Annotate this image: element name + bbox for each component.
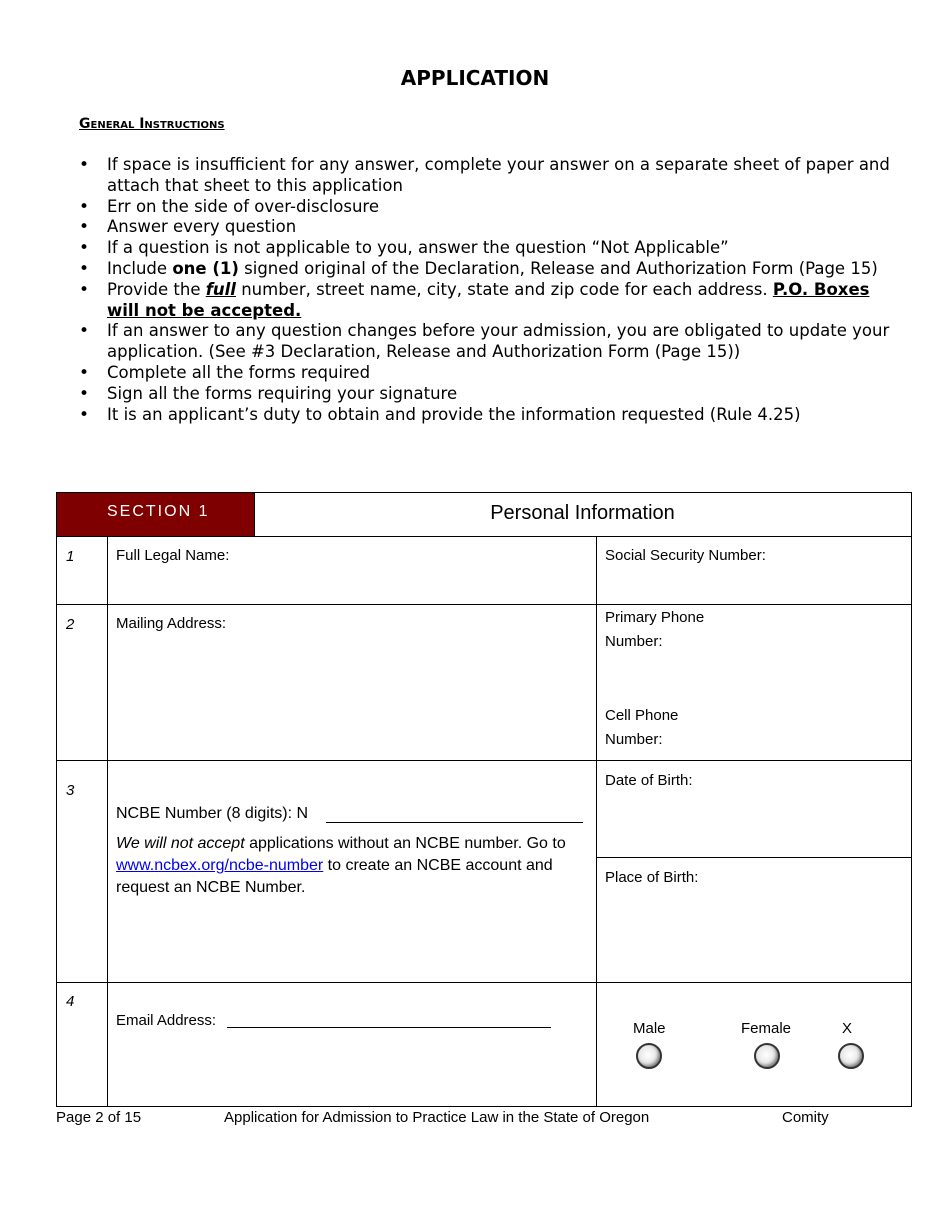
footer-page-number: Page 2 of 15 <box>56 1109 142 1126</box>
instruction-text: If an answer to any question changes before your admission, you are obligated to update your application. (See #3 Declaration, Release and Authorization Form (Page 15)) <box>107 321 890 362</box>
instruction-item <box>79 259 899 280</box>
gender-option-label: Female <box>741 1020 792 1037</box>
ncbe-note-text: to create an NCBE account and request an NCBE Number. <box>116 857 553 896</box>
page-title: APPLICATION <box>400 66 550 90</box>
instruction-text: Sign all the forms requiring your signature <box>107 383 458 403</box>
row-divider <box>56 536 912 537</box>
instruction-text: Answer every question <box>107 217 297 237</box>
instruction-emphasis: one (1) <box>172 258 239 278</box>
instruction-text: Include <box>107 258 173 278</box>
instruction-item <box>79 217 899 238</box>
row-number: 3 <box>66 782 75 799</box>
header-divider <box>254 493 255 536</box>
gender-female-radio[interactable] <box>754 1043 780 1069</box>
instruction-text: Complete all the forms required <box>107 362 371 382</box>
gender-option-label: Male <box>633 1020 666 1037</box>
instructions-list <box>79 155 899 425</box>
instruction-text: Err on the side of over-disclosure <box>107 196 379 216</box>
primary-phone-label: Primary Phone Number: <box>605 609 705 650</box>
row-divider <box>56 982 912 983</box>
instruction-text: signed original of the Declaration, Release and Authorization Form (Page 15) <box>238 258 878 278</box>
row-divider <box>56 604 912 605</box>
footer-title: Application for Admission to Practice Law in the State of Oregon <box>224 1109 650 1126</box>
instruction-warning: P.O. Boxes will not be accepted. <box>107 279 870 320</box>
ncbe-note-emphasis: We will not accept <box>116 835 245 852</box>
section-title: Personal Information <box>490 502 675 524</box>
instruction-item <box>79 363 899 384</box>
gender-x-radio[interactable] <box>838 1043 864 1069</box>
instruction-text: Provide the <box>107 279 206 299</box>
instruction-item <box>79 238 899 259</box>
instruction-item <box>79 155 899 197</box>
row-number: 2 <box>66 616 75 633</box>
ncbe-link[interactable]: www.ncbex.org/ncbe-number <box>116 857 324 874</box>
cell-phone-label: Cell Phone Number: <box>605 707 679 748</box>
mailing-address-label: Mailing Address: <box>116 615 227 632</box>
section-label: SECTION 1 <box>57 493 254 536</box>
email-field[interactable] <box>227 1027 551 1028</box>
gender-option-label: X <box>842 1020 853 1037</box>
ncbe-number-field[interactable] <box>326 822 583 823</box>
ssn-label: Social Security Number: <box>605 547 766 564</box>
place-of-birth-label: Place of Birth: <box>605 869 699 886</box>
gender-male-radio[interactable] <box>636 1043 662 1069</box>
instruction-item <box>79 280 899 322</box>
email-label: Email Address: <box>116 1012 217 1029</box>
ncbe-number-label: NCBE Number (8 digits): N <box>116 805 309 822</box>
row-divider <box>56 760 912 761</box>
row-number: 1 <box>66 548 75 565</box>
instruction-text: If a question is not applicable to you, answer the question “Not Applicable” <box>107 238 729 258</box>
instruction-item <box>79 405 899 426</box>
full-legal-name-label: Full Legal Name: <box>116 547 230 564</box>
instruction-item <box>79 321 899 363</box>
instruction-item <box>79 384 899 405</box>
general-instructions-heading: General Instructions <box>79 116 225 132</box>
instruction-emphasis: full <box>205 279 236 299</box>
instruction-item <box>79 197 899 218</box>
column-divider <box>107 536 108 1107</box>
ncbe-note-text: applications without an NCBE number. Go to <box>244 835 566 852</box>
cell-divider <box>597 857 912 858</box>
column-divider <box>596 536 597 1107</box>
instruction-text: If space is insufficient for any answer, complete your answer on a separate sheet of paper and attach that sheet to this application <box>107 155 890 195</box>
date-of-birth-label: Date of Birth: <box>605 772 693 789</box>
row-number: 4 <box>66 993 75 1010</box>
footer-comity: Comity <box>782 1109 829 1126</box>
instruction-text: It is an applicant’s duty to obtain and provide the information requested (Rule 4.25) <box>107 404 801 424</box>
ncbe-note <box>116 833 576 899</box>
instruction-text: number, street name, city, state and zip code for each address. <box>235 279 773 299</box>
